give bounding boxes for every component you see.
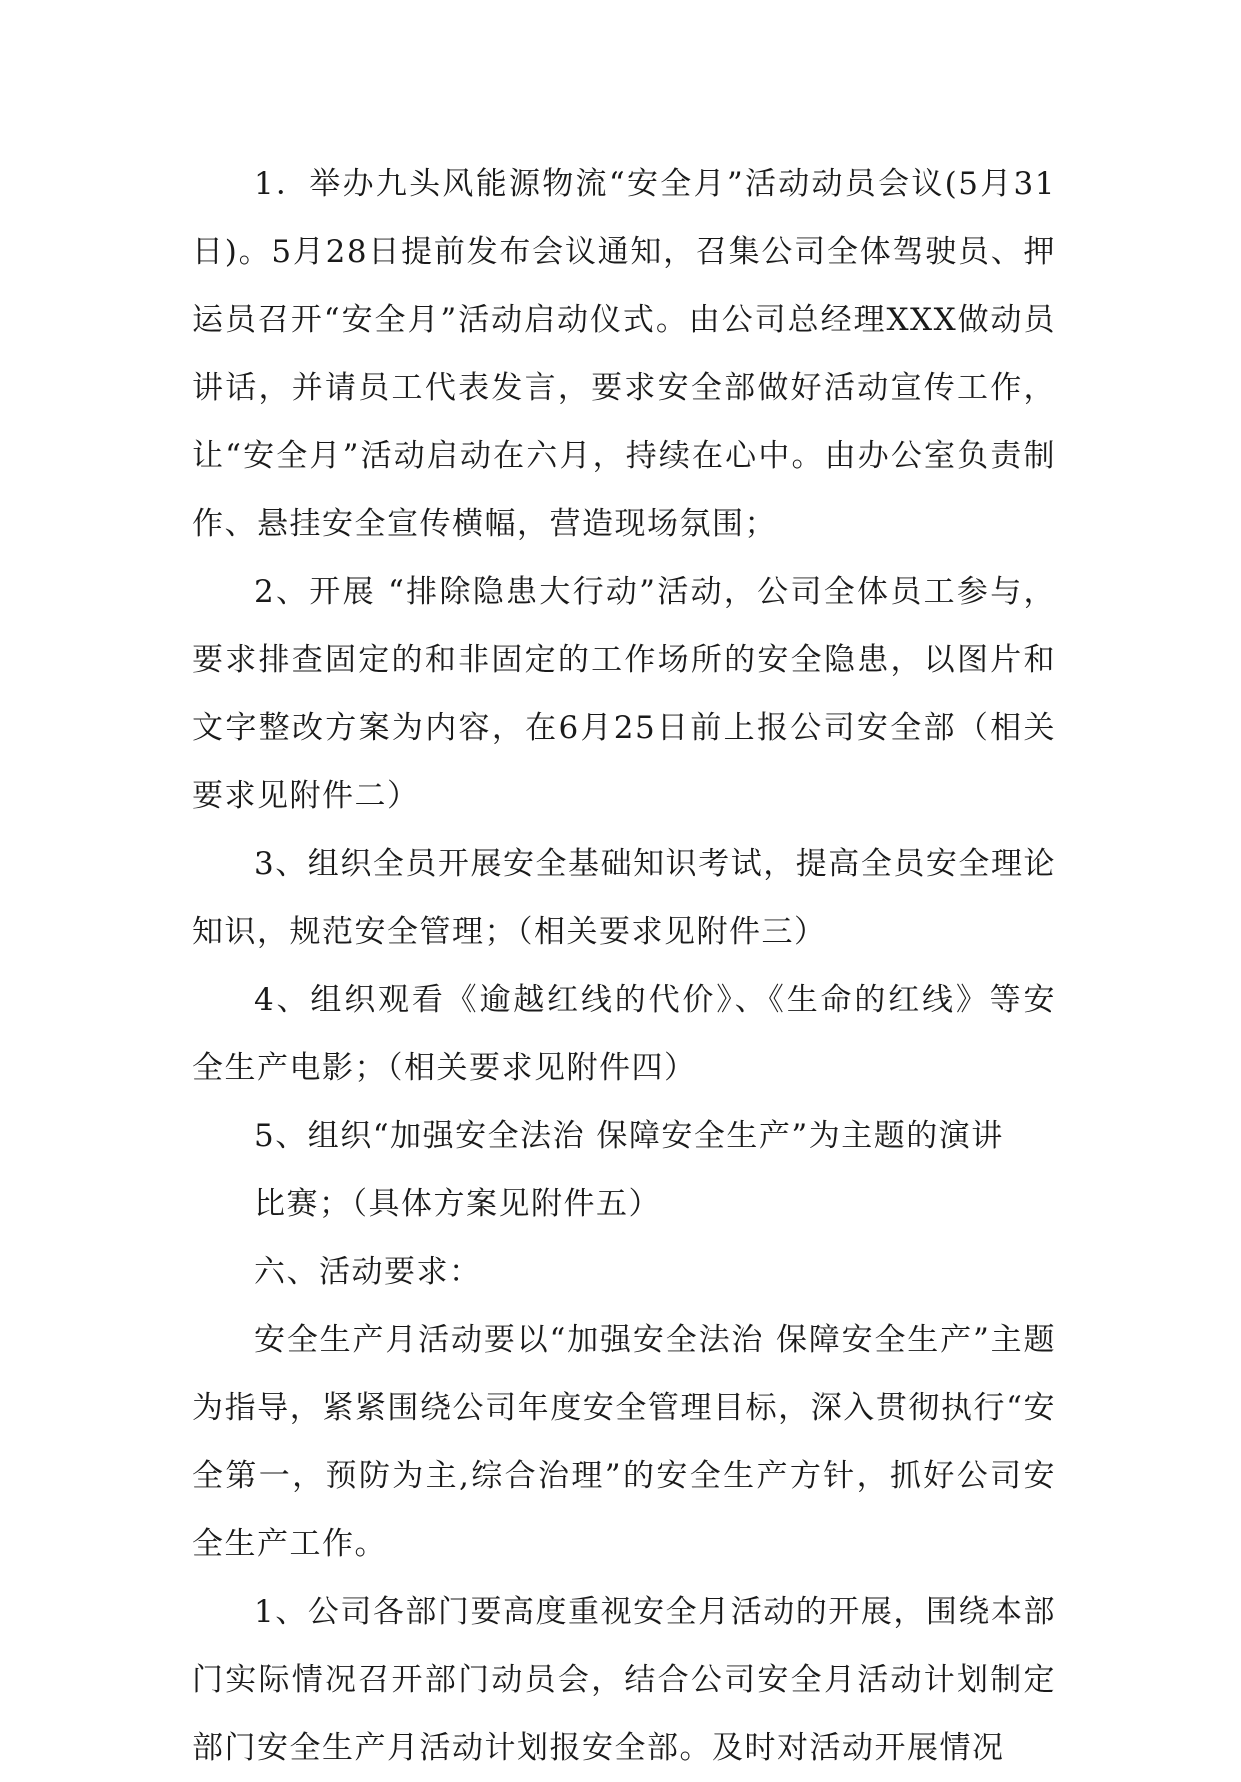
- paragraph-speech-contest: 5、组织“加强安全法治 保障安全生产”为主题的演讲: [254, 1118, 1004, 1154]
- section-heading-activity-requirements: 六、活动要求：: [254, 1254, 482, 1290]
- paragraph-speech-contest-cont: 比赛；（具体方案见附件五）: [254, 1186, 661, 1222]
- paragraph-safety-films: 4、组织观看《逾越红线的代价》、《生命的红线》等安全生产电影；（相关要求见附件四）: [192, 982, 1056, 1086]
- document-body: [192, 150, 1056, 1782]
- paragraph-mobilization-meeting: 1．举办九头风能源物流“安全月”活动动员会议(5月31日)。5月28日提前发布会议通知，召集公司全体驾驶员、押运员召开“安全月”活动启动仪式。由公司总经理XXX做动员讲话，并请员工代表发言，要求安全部做好活动宣传工作，让“安全月”活动启动在六月，持续在心中。由办公室负责制作、悬挂安全宣传横幅，营造现场氛围；: [192, 166, 1056, 542]
- paragraph-hazard-elimination: 2、开展 “排除隐患大行动”活动，公司全体员工参与，要求排查固定的和非固定的工作场所的安全隐患，以图片和文字整改方案为内容，在6月25日前上报公司安全部（相关要求见附件二）: [192, 574, 1056, 814]
- paragraph-activity-guidance: 安全生产月活动要以“加强安全法治 保障安全生产”主题为指导，紧紧围绕公司年度安全管理目标，深入贯彻执行“安全第一，预防为主,综合治理”的安全生产方针，抓好公司安全生产工作。: [192, 1322, 1056, 1562]
- paragraph-safety-exam: 3、组织全员开展安全基础知识考试，提高全员安全理论知识，规范安全管理；（相关要求见附件三）: [192, 846, 1056, 950]
- paragraph-department-requirements: 1、公司各部门要高度重视安全月活动的开展，围绕本部门实际情况召开部门动员会，结合公司安全月活动计划制定部门安全生产月活动计划报安全部。及时对活动开展情况: [192, 1594, 1056, 1766]
